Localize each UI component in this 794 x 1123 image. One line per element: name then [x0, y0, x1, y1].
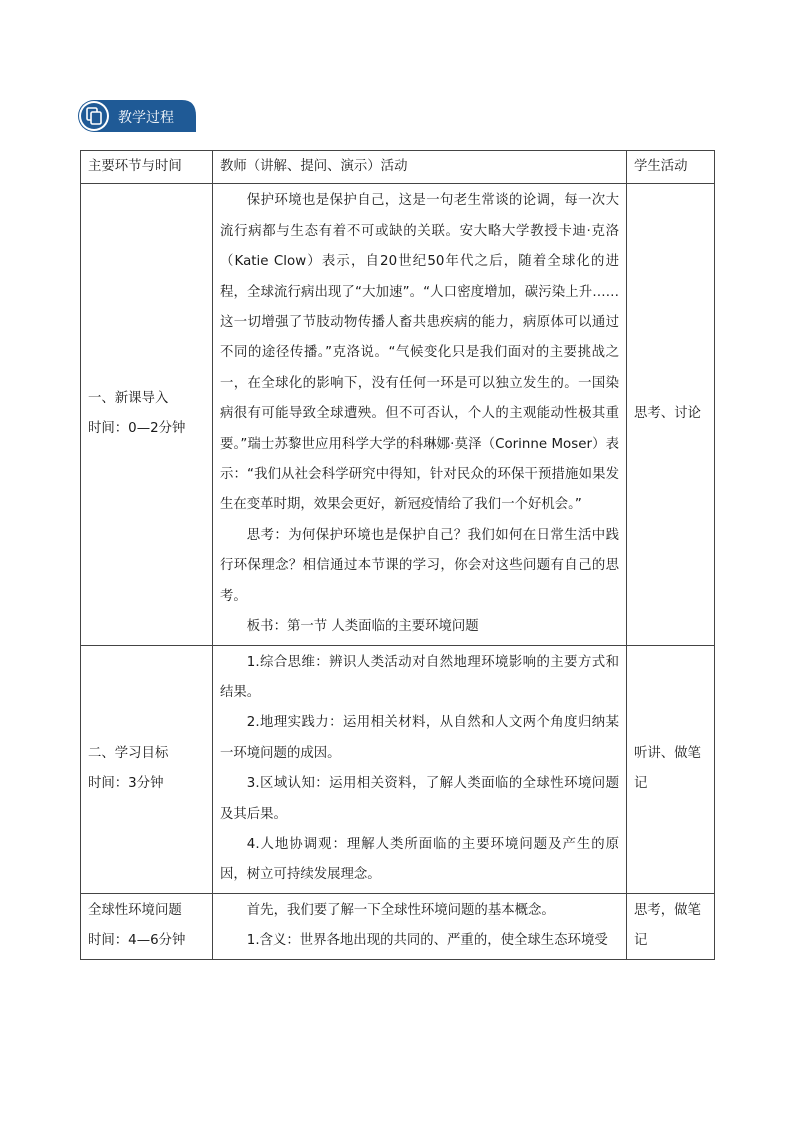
header-student-activity: 学生活动 — [627, 151, 715, 184]
teacher-paragraph: 首先，我们要了解一下全球性环境问题的基本概念。 — [246, 902, 555, 918]
teacher-paragraph: 1.含义：世界各地出现的共同的、严重的，使全球生态环境受 — [246, 933, 608, 949]
teacher-paragraph: 2.地理实践力：运用相关材料，从自然和人文两个角度归纳某一环境问题的成因。 — [220, 715, 619, 761]
teacher-activity-cell — [213, 893, 627, 959]
table-row — [81, 893, 715, 959]
table-header-row — [81, 151, 715, 184]
stage-cell — [81, 184, 213, 645]
stage-time: 时间：3分钟 — [88, 776, 164, 792]
table-row — [81, 645, 715, 893]
stage-time: 时间：0—2分钟 — [88, 421, 186, 437]
stage-cell — [81, 893, 213, 959]
teacher-activity-cell — [213, 184, 627, 645]
stage-time: 时间：4—6分钟 — [88, 933, 186, 949]
stage-name: 一、新课导入 — [88, 391, 169, 407]
stage-cell — [81, 645, 213, 893]
teacher-paragraph: 保护环境也是保护自己，这是一句老生常谈的论调，每一次大流行病都与生态有着不可或缺的关联。安大略大学教授卡迪·克洛（Katie Clow）表示，自20世纪50年代之后，随着全球化的进程，全球流行病出现了“大加速”。“人口密度增加，碳污染上升……这一切增强了节肢动物传播人畜共患疾病的能力，病原体可以通过不同的途径传播。”克洛说。“气候变化只是我们面对的主要挑战之一，在全球化的影响下，没有任何一环是可以独立发生的。一国染病很有可能导致全球遭殃。但不可否认，个人的主观能动性极其重要。”瑞士苏黎世应用科学大学的科琳娜·莫泽（Corinne Moser）表示：“我们从社会科学研究中得知，针对民众的环保干预措施如果发生在变革时期，效果会更好，新冠疫情给了我们一个好机会。” — [220, 193, 619, 513]
teacher-activity-cell — [213, 645, 627, 893]
student-activity-cell: 思考、讨论 — [627, 184, 715, 645]
teacher-paragraph: 4.人地协调观：理解人类所面临的主要环境问题及产生的原因，树立可持续发展理念。 — [220, 836, 619, 883]
table-row — [81, 184, 715, 645]
lesson-process-table — [80, 150, 715, 960]
student-activity-cell: 思考，做笔记 — [627, 893, 715, 959]
stage-name: 二、学习目标 — [88, 745, 169, 761]
header-teacher-activity: 教师（讲解、提问、演示）活动 — [213, 151, 627, 184]
header-stage-time: 主要环节与时间 — [81, 151, 213, 184]
student-activity-cell: 听讲、做笔记 — [627, 645, 715, 893]
teacher-paragraph: 1.综合思维：辨识人类活动对自然地理环境影响的主要方式和结果。 — [220, 654, 619, 700]
teacher-paragraph: 板书：第一节 人类面临的主要环境问题 — [246, 619, 479, 635]
section-badge-label: 教学过程 — [118, 110, 174, 126]
teacher-paragraph: 思考：为何保护环境也是保护自己？我们如何在日常生活中践行环保理念？相信通过本节课的学习，你会对这些问题有自己的思考。 — [220, 527, 619, 604]
teacher-paragraph: 3.区域认知：运用相关资料，了解人类面临的全球性环境问题及其后果。 — [220, 776, 619, 822]
section-badge — [78, 100, 196, 132]
stage-name: 全球性环境问题 — [88, 902, 182, 918]
